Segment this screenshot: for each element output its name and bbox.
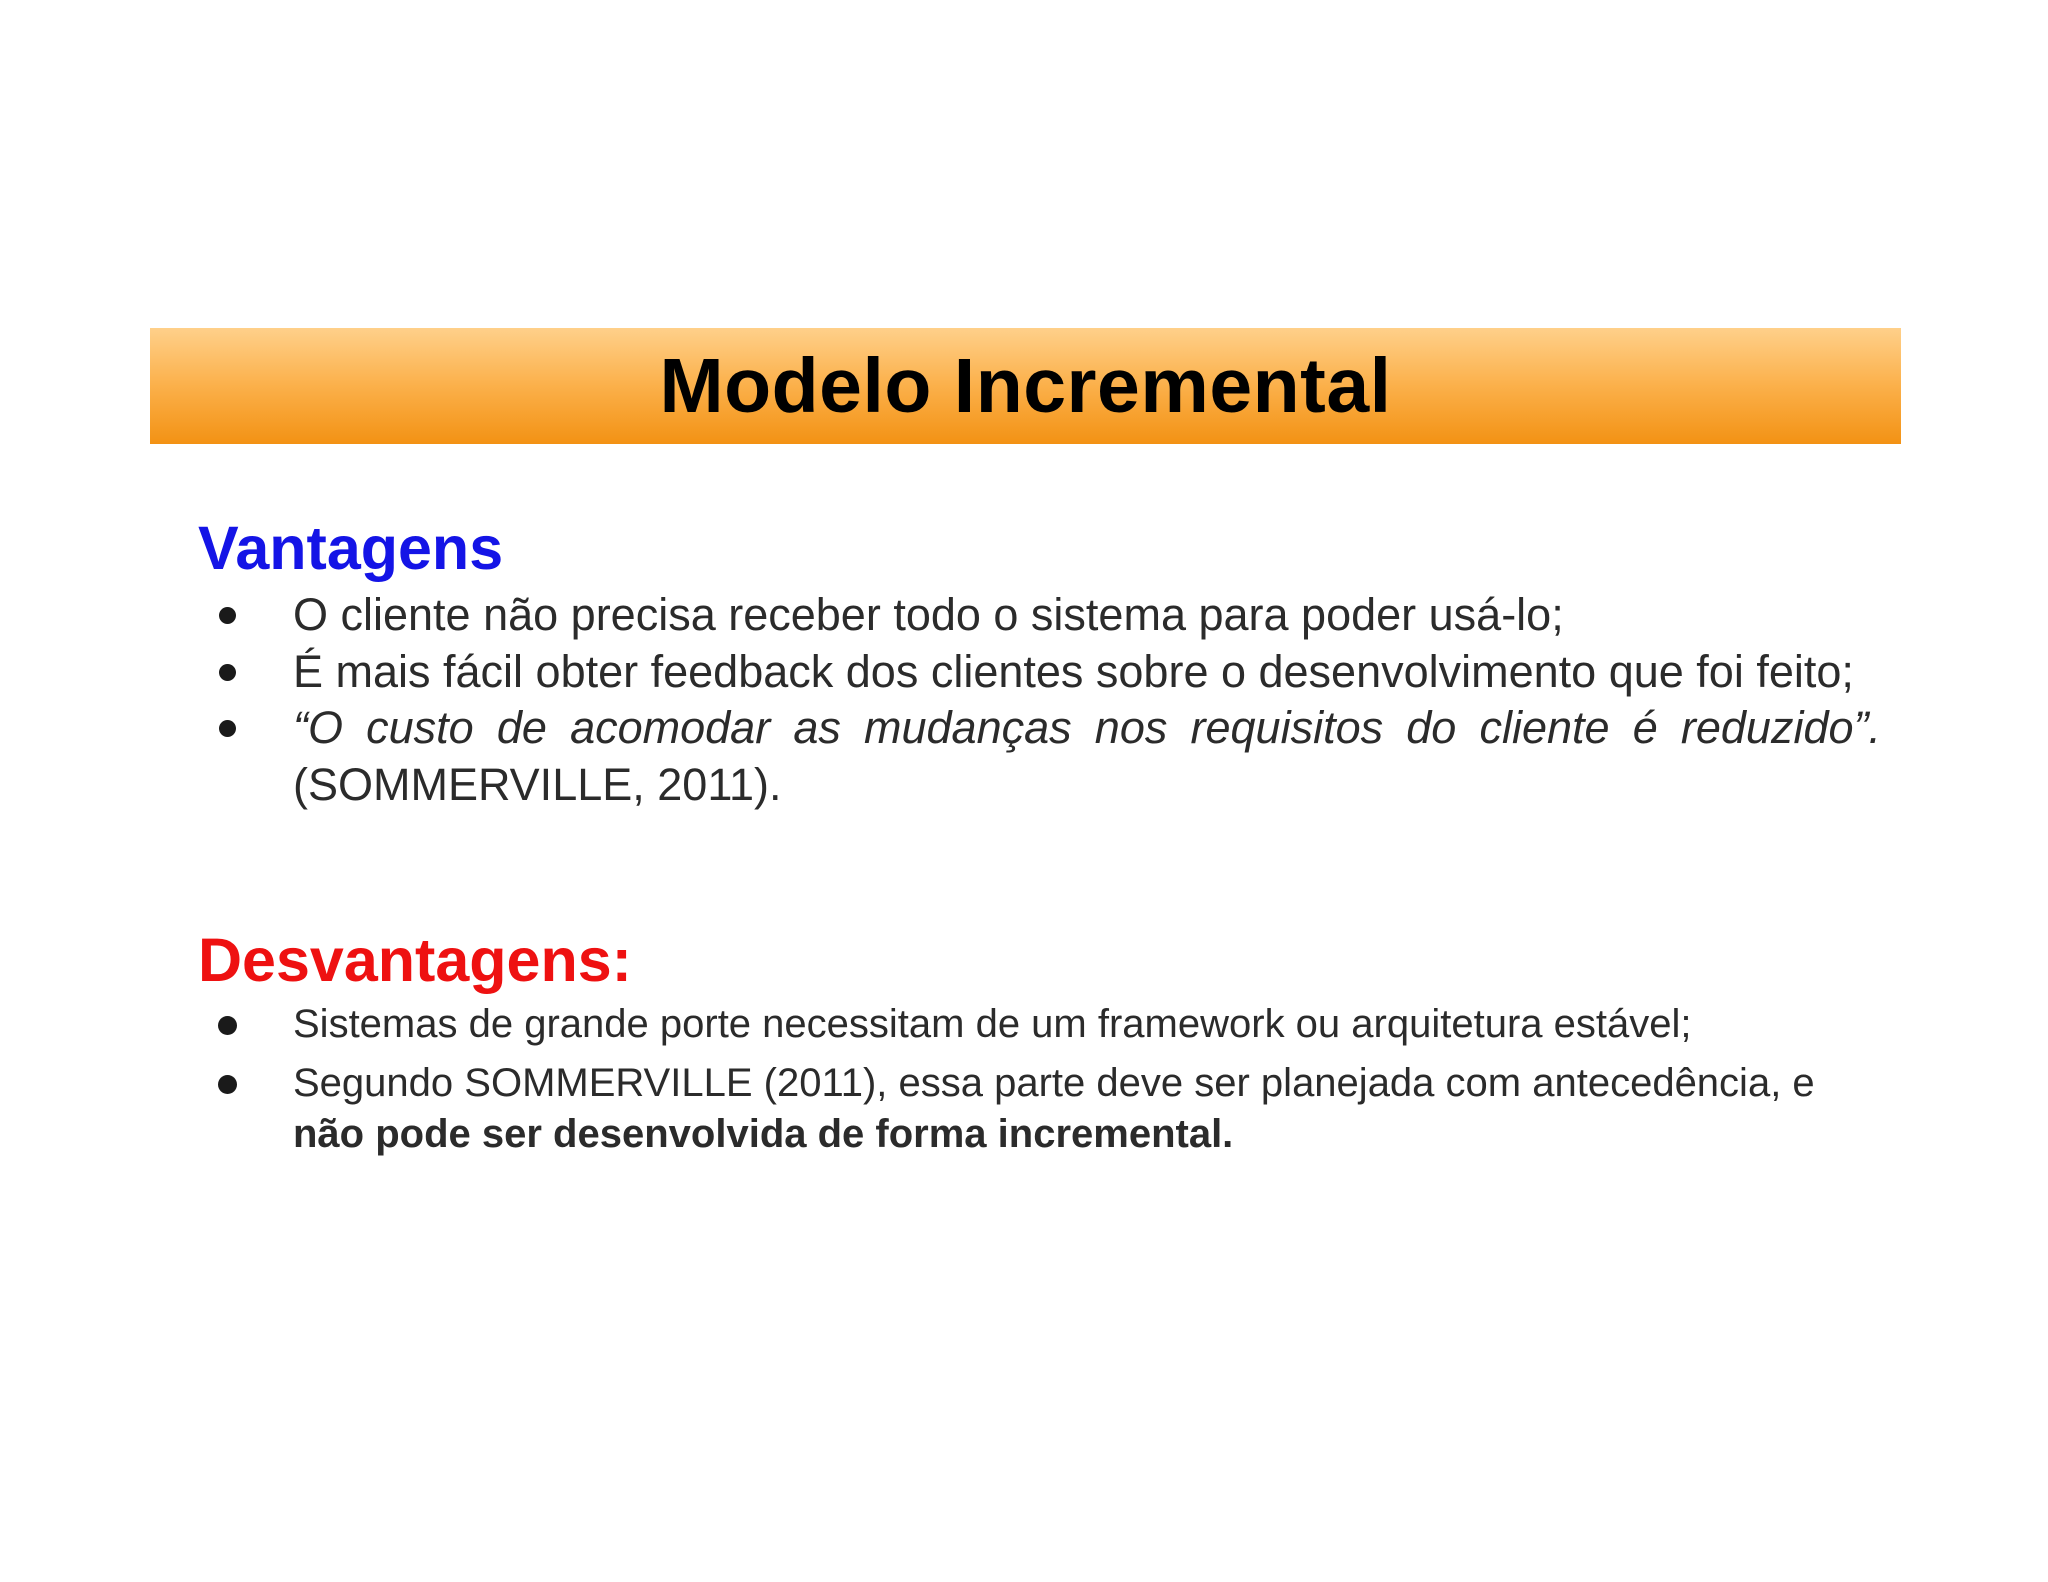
disadvantage-text: Segundo SOMMERVILLE (2011), essa parte deve ser planejada com antecedência, e	[293, 1061, 1815, 1105]
advantage-citation: (SOMMERVILLE, 2011).	[293, 758, 782, 810]
slide-title: Modelo Incremental	[659, 342, 1392, 429]
list-item	[198, 999, 1881, 1050]
list-item	[198, 644, 1881, 701]
list-item	[198, 1058, 1881, 1160]
advantage-text: O cliente não precisa receber todo o sistema para poder usá-lo;	[293, 589, 1564, 640]
disadvantages-list	[198, 999, 1881, 1168]
advantage-quote: “O custo de acomodar as mudanças nos requisitos do cliente é reduzido”.	[293, 702, 1881, 753]
list-item	[198, 700, 1881, 813]
bullet-icon	[219, 720, 236, 737]
bullet-icon	[219, 607, 236, 624]
list-item	[198, 587, 1881, 644]
advantages-list	[198, 587, 1881, 813]
advantages-heading: Vantagens	[198, 514, 504, 582]
disadvantage-bold-text: não pode ser desenvolvida de forma incremental.	[293, 1112, 1234, 1156]
disadvantages-heading: Desvantagens:	[198, 926, 632, 994]
advantage-text: É mais fácil obter feedback dos clientes sobre o desenvolvimento que foi feito;	[293, 645, 1854, 697]
bullet-icon	[219, 664, 236, 681]
title-bar	[150, 328, 1901, 444]
disadvantage-text: Sistemas de grande porte necessitam de um framework ou arquitetura estável;	[293, 1002, 1692, 1046]
bullet-icon	[218, 1075, 237, 1094]
bullet-icon	[218, 1016, 237, 1035]
